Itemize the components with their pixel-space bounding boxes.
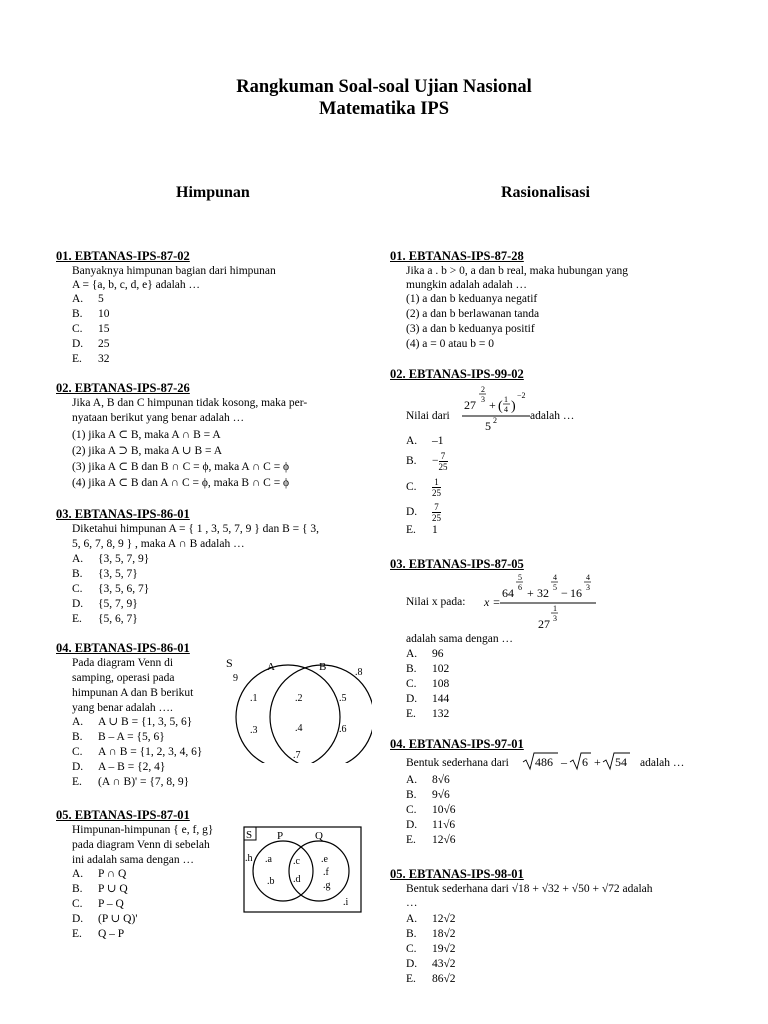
venn-label-s: S bbox=[226, 656, 233, 670]
venn-element: .c bbox=[293, 856, 300, 867]
expression-suffix: adalah … bbox=[640, 757, 685, 769]
question-heading: 05. EBTANAS-IPS-87-01 bbox=[56, 808, 190, 822]
option-item: E. 1 bbox=[406, 524, 438, 536]
option-item: B. 10 bbox=[72, 308, 110, 320]
option-item: D. 25 bbox=[72, 338, 110, 350]
expr-term: 54 bbox=[615, 755, 627, 769]
venn-element: .8 bbox=[355, 667, 363, 678]
option-item: D. {5, 7, 9} bbox=[72, 598, 138, 610]
statement-list bbox=[406, 292, 539, 352]
option-item: A. A ∪ B = {1, 3, 5, 6} bbox=[72, 716, 193, 728]
question-heading: 03. EBTANAS-IPS-86-01 bbox=[56, 507, 190, 521]
venn-element: .b bbox=[267, 876, 275, 887]
venn-element: .6 bbox=[339, 724, 347, 735]
option-item: C. 19√2 bbox=[406, 943, 456, 955]
expr-exponent: 3 bbox=[553, 614, 557, 623]
venn-element: 9 bbox=[233, 673, 238, 684]
question-text: Himpunan-himpunan { e, f, g} pada diagram Venn di sebelah ini adalah sama dengan … bbox=[72, 824, 214, 866]
expr-fraction-den: 4 bbox=[504, 405, 508, 414]
venn-element: .2 bbox=[295, 693, 303, 704]
question-text: Banyaknya himpunan bagian dari himpunan bbox=[72, 265, 276, 277]
option-list bbox=[406, 773, 456, 848]
expr-operator: + bbox=[527, 586, 534, 600]
venn-label-b: B bbox=[319, 661, 327, 673]
option-item: C. 10√6 bbox=[406, 804, 456, 816]
venn-element: .a bbox=[265, 854, 272, 865]
option-item: C. {3, 5, 6, 7} bbox=[72, 583, 150, 595]
option-list bbox=[72, 867, 137, 942]
venn-diagram-pq bbox=[243, 826, 363, 914]
option-item: A. –1 bbox=[406, 435, 444, 447]
expr-term: 64 bbox=[502, 586, 514, 600]
option-list bbox=[72, 715, 202, 790]
option-item: D. 11√6 bbox=[406, 819, 456, 831]
expr-operator: + bbox=[594, 755, 601, 769]
option-list bbox=[406, 912, 456, 987]
expr-term: 5 bbox=[485, 419, 491, 432]
question-text: … bbox=[406, 897, 418, 909]
expr-operator: – bbox=[561, 755, 567, 769]
option-item: B. 18√2 bbox=[406, 928, 456, 940]
question-heading: 05. EBTANAS-IPS-98-01 bbox=[390, 867, 524, 881]
option-item: E. 32 bbox=[72, 353, 110, 365]
question-text: nyataan berikut yang benar adalah … bbox=[72, 412, 245, 424]
expr-term: 6 bbox=[582, 755, 588, 769]
expr-term: 27 bbox=[538, 617, 550, 631]
question-text: mungkin adalah adalah … bbox=[406, 279, 528, 291]
venn-element: .e bbox=[321, 854, 328, 865]
venn-element: .g bbox=[323, 880, 331, 891]
venn-label-a: A bbox=[267, 661, 275, 673]
expr-exponent: 5 bbox=[518, 573, 522, 582]
statement-item: (4) jika A ⊂ B dan A ∩ C = ϕ, maka B ∩ C = ϕ bbox=[72, 477, 290, 489]
option-item: A. 12√2 bbox=[406, 913, 456, 925]
option-item: E. 132 bbox=[406, 708, 450, 720]
venn-element: .1 bbox=[250, 693, 258, 704]
option-item: E. (A ∩ B)' = {7, 8, 9} bbox=[72, 776, 190, 788]
venn-element: .5 bbox=[339, 693, 347, 704]
expr-exponent: 4 bbox=[553, 573, 557, 582]
question-heading: 04. EBTANAS-IPS-86-01 bbox=[56, 641, 190, 655]
option-list bbox=[72, 292, 110, 367]
question-heading: 01. EBTANAS-IPS-87-02 bbox=[56, 249, 190, 263]
expr-term: 486 bbox=[535, 755, 553, 769]
option-item: B. {3, 5, 7} bbox=[72, 568, 138, 580]
section-title-himpunan: Himpunan bbox=[176, 184, 250, 201]
option-item: A. 8√6 bbox=[406, 774, 450, 786]
venn-element: .h bbox=[245, 853, 253, 864]
venn-circle-p bbox=[253, 841, 313, 901]
question-text: 5, 6, 7, 8, 9 } , maka A ∩ B adalah … bbox=[72, 538, 245, 550]
expr-exponent: 2 bbox=[481, 385, 485, 394]
expression-radicals bbox=[522, 750, 654, 772]
option-item: B. 9√6 bbox=[406, 789, 450, 801]
question-text: Diketahui himpunan A = { 1 , 3, 5, 7, 9 } dan B = { 3, bbox=[72, 523, 320, 535]
option-item: A. 5 bbox=[72, 293, 104, 305]
section-title-rasionalisasi: Rasionalisasi bbox=[501, 184, 590, 201]
venn-circle-a bbox=[236, 665, 340, 763]
option-item: C. 15 bbox=[72, 323, 110, 335]
question-heading: 04. EBTANAS-IPS-97-01 bbox=[390, 737, 524, 751]
venn-circle-b bbox=[270, 665, 372, 763]
option-item: D. 43√2 bbox=[406, 958, 456, 970]
expr-exponent: 4 bbox=[586, 573, 590, 582]
venn-element: .4 bbox=[295, 723, 303, 734]
question-heading: 01. EBTANAS-IPS-87-28 bbox=[390, 249, 524, 263]
expr-fraction-num: 1 bbox=[504, 395, 508, 404]
expression-prefix: Bentuk sederhana dari bbox=[406, 757, 509, 769]
option-list bbox=[72, 552, 149, 627]
expression-prefix: Nilai x pada: bbox=[406, 596, 466, 608]
statement-item: (2) a dan b berlawanan tanda bbox=[406, 308, 540, 320]
venn-circle-q bbox=[289, 841, 349, 901]
expr-term: 32 bbox=[537, 586, 549, 600]
page-title: Rangkuman Soal-soal Ujian Nasional bbox=[236, 77, 532, 97]
option-item: C. P – Q bbox=[72, 898, 124, 910]
venn-element: .i bbox=[343, 897, 349, 908]
statement-item: (3) jika A ⊂ B dan B ∩ C = ϕ, maka A ∩ C = ϕ bbox=[72, 461, 290, 473]
statement-item: (1) a dan b keduanya negatif bbox=[406, 293, 538, 305]
expr-term: 16 bbox=[570, 586, 582, 600]
venn-label-q: Q bbox=[315, 830, 323, 842]
question-text: Jika a . b > 0, a dan b real, maka hubungan yang bbox=[406, 265, 629, 277]
expr-operator: + bbox=[489, 398, 496, 412]
question-text: Pada diagram Venn di samping, operasi pada himpunan A dan B berikut yang benar adalah …. bbox=[72, 657, 194, 714]
option-list bbox=[406, 434, 448, 538]
expr-exponent: 5 bbox=[553, 583, 557, 592]
option-item: E. {5, 6, 7} bbox=[72, 613, 138, 625]
question-heading: 02. EBTANAS-IPS-87-26 bbox=[56, 381, 190, 395]
question-text: Bentuk sederhana dari √18 + √32 + √50 + √72 adalah bbox=[406, 883, 653, 895]
option-item: C. $\frac{1}{25}$ bbox=[406, 477, 441, 498]
option-item: E. 12√6 bbox=[406, 834, 456, 846]
expr-exponent: 3 bbox=[586, 583, 590, 592]
question-text: A = {a, b, c, d, e} adalah … bbox=[72, 279, 201, 291]
expr-exponent: 3 bbox=[481, 395, 485, 404]
venn-diagram-ab bbox=[222, 655, 372, 763]
option-item: B. − $\frac{7}{25}$ bbox=[406, 451, 448, 472]
statement-item: (1) jika A ⊂ B, maka A ∩ B = A bbox=[72, 429, 221, 441]
option-item: D. 144 bbox=[406, 693, 450, 705]
option-item: A. 96 bbox=[406, 648, 444, 660]
venn-label-s: S bbox=[246, 829, 253, 841]
expr-paren: ) bbox=[511, 399, 516, 414]
question-text: Jika A, B dan C himpunan tidak kosong, maka per- bbox=[72, 397, 308, 409]
page-subtitle: Matematika IPS bbox=[319, 99, 449, 119]
expr-term: x = bbox=[484, 595, 501, 609]
expr-operator: − bbox=[561, 586, 568, 600]
question-heading: 03. EBTANAS-IPS-87-05 bbox=[390, 557, 524, 571]
option-list bbox=[406, 647, 449, 722]
expr-exponent: −2 bbox=[517, 391, 526, 400]
option-item: D. $\frac{7}{25}$ bbox=[406, 502, 441, 523]
option-item: A. P ∩ Q bbox=[72, 868, 127, 880]
expression-fraction bbox=[482, 570, 602, 632]
expr-exponent: 6 bbox=[518, 583, 522, 592]
option-item: B. B – A = {5, 6} bbox=[72, 731, 165, 743]
venn-element: .3 bbox=[250, 725, 258, 736]
option-item: C. 108 bbox=[406, 678, 450, 690]
option-item: A. {3, 5, 7, 9} bbox=[72, 553, 150, 565]
statement-item: (2) jika A ⊃ B, maka A ∪ B = A bbox=[72, 445, 223, 457]
option-item: D. A – B = {2, 4} bbox=[72, 761, 166, 773]
statement-item: (4) a = 0 atau b = 0 bbox=[406, 338, 495, 350]
venn-element: .7 bbox=[293, 750, 301, 761]
statement-list bbox=[72, 427, 289, 491]
option-item: B. 102 bbox=[406, 663, 450, 675]
option-item: D. (P ∪ Q)' bbox=[72, 913, 138, 925]
venn-element: .f bbox=[323, 867, 329, 878]
statement-item: (3) a dan b keduanya positif bbox=[406, 323, 535, 335]
expression-prefix: Nilai dari bbox=[406, 410, 450, 422]
venn-label-p: P bbox=[277, 830, 284, 842]
expr-exponent: 1 bbox=[553, 604, 557, 613]
option-item: E. 86√2 bbox=[406, 973, 456, 985]
venn-element: .d bbox=[293, 874, 301, 885]
option-item: E. Q – P bbox=[72, 928, 125, 940]
expression-fraction bbox=[460, 380, 536, 432]
expr-paren: ( bbox=[498, 399, 503, 414]
option-item: B. P ∪ Q bbox=[72, 883, 128, 895]
expr-term: 27 bbox=[464, 398, 476, 412]
expression-suffix: adalah … bbox=[530, 410, 575, 422]
question-heading: 02. EBTANAS-IPS-99-02 bbox=[390, 367, 524, 381]
question-text: adalah sama dengan … bbox=[406, 633, 513, 645]
expr-exponent: 2 bbox=[493, 416, 497, 425]
option-item: C. A ∩ B = {1, 2, 3, 4, 6} bbox=[72, 746, 203, 758]
